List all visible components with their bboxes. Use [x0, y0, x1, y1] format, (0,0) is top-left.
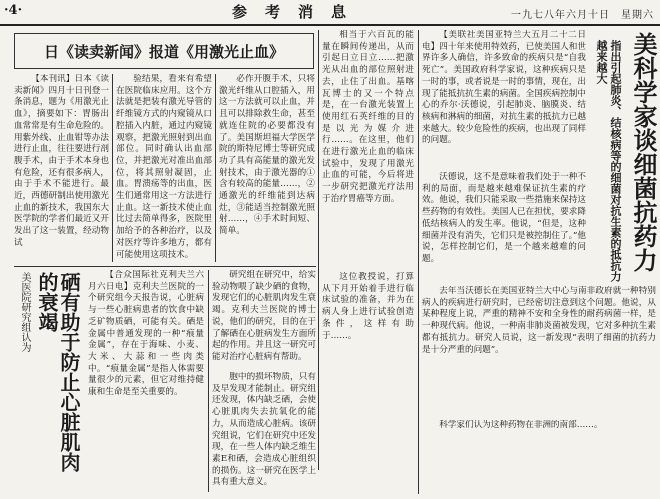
- article-selenium-headline: 硒有助于防止心脏肌肉的衰竭: [35, 272, 81, 472]
- column-rule: [112, 74, 113, 262]
- page-header: [0, 0, 660, 26]
- article-selenium-column-4: 这位教授说，打算从下月开始着手进行临床试验的准备，并为在病人身上进行试验创造条件，这样有助于……。: [322, 272, 414, 341]
- article-laser-column-2: 验结果，看来有希望在医院临床应用。这个方法就是把装有激光导管的纤维镜方式的内窥镜从口腔插入内脏，通过内窥镜观察，把激光照射到出血部位。同时确认出血部位，并把激光对准出血部位，将其照射凝固，止血。胃溃疡等的出血，医生们通常用这一方法进行止血。这一新技术使止血比过去简单得多，医院里加给予的各种治疗，以及对医疗等许多地方，都有可能使用这项技术。: [116, 74, 212, 260]
- article-bacteria-column-1: 【美联社美国亚特兰大五月二十二日电】四十年来使用特效药，已使美国人和世界许多人确信，许多致命的疾病只是“自我死亡”。美国政府科学家说，这种疾病只是一时的事，或者说是一时的事情，现在，出现了能抵抗抗生素的病菌。全国疾病控制中心的乔尔·沃德说，引起肺炎、脑膜炎、结核病和淋病的细菌，对抗生素的抵抗力已越来越大。较少危险性的疾病，也出现了同样的问题。: [422, 30, 586, 146]
- article-selenium-source: 美医院研究组认为: [19, 272, 30, 352]
- article-laser-column-1: 【本刊讯】日本《读卖新闻》四月十日刊登一条消息，题为《用激光止血》，摘要如下：胃肠出血常常是有生命危险的。用紫外线、止血钳等办法进行止血，往往要进行剖腹手术，由于手术本身也有危险，还有很多病人，由于手术不能进行。最近，西德研制出使用激光止血的新技术，我国东大医学院的学者们最近又开发出了这一装置，经动物试: [14, 74, 109, 248]
- column-rule: [318, 30, 319, 470]
- article-bacteria-subtitle: 指出引起肺炎、结核病等的细菌对抗生素的抵抗力越来越大: [595, 40, 622, 282]
- article-bacteria-column-2: 沃德说，这不是意味着我们处于一种不利的局面，而是越来越难保证抗生素的疗效。他说，我们只能采取一些措施来保持这些药物的有效性。美国人已在担忧，要求降低结核病人的发生率。他说，“但是，这种细菌并没有消失，它们只是被控制住了。”他说，怎样控制它们，是一个越来越难的问题。: [422, 172, 586, 264]
- article-bacteria-column-4: 科学家们认为这种药物在非洲的南部……。: [439, 420, 603, 430]
- article-laser-column-4: 相当于六百瓦的能量在瞬间传递出，从而引起日立日立……把激光从出血的部位照射进去，止住了出血。基喀瓦博士的又一个特点是，在一台激光装置上使用红石英纤维的目的是以光为媒介进行……。在这里，他们在进行激光止血的临床试验中，发现了用激光止血的可能，今后将进一步研究把激光疗法用于治疗胃癌等方面。: [322, 30, 414, 204]
- page-number: ·4·: [4, 3, 23, 18]
- column-rule: [208, 270, 209, 492]
- article-headline-laser: 日《读卖新闻》报道《用激光止血》: [14, 33, 314, 69]
- article-selenium-column-2: 研究组在研究中，给实验动物喂了缺少硒的食物，发现它们的心脏肌肉发生衰竭。克利夫兰医院的博士说，他们的研究，目的在于了解硒在心脏病发生方面所起的作用。并且这一研究可能对治疗心脏病有帮助。: [212, 270, 316, 362]
- column-rule: [215, 74, 216, 262]
- column-rule: [418, 30, 419, 494]
- article-selenium-column-3: 胞中的损坏物质，只有及早发现才能制止。研究组还发现，体内缺乏硒，会使心脏肌肉失去抗氧化的能力，从而造成心脏病。该研究组说，它们在研究中还发现，在一些人体内缺乏维生素E和硒，会造成心脏组织的损伤。这一研究在医学上具有重大意义。: [212, 372, 316, 488]
- article-laser-column-3: 必作开腹手术，只将激光纤维从口腔插入，用这一方法就可以止血，并且可以排除救生命，甚至就连住院的必要都没有了。美国斯坦福大学医学院的斯特尼博士等研究成功了具有高能量的激光发射技术，由于激光器的①含有较高的能量……，②通激光的纤维能到达病灶，③能适当控制激光照射……，④手术时间短、简单。: [219, 74, 315, 237]
- newspaper-title: 参考消息: [232, 3, 365, 21]
- issue-date: 一九七八年六月十日 星期六: [511, 10, 654, 21]
- article-bacteria-headline: 美科学家谈细菌抗药力: [629, 32, 657, 272]
- article-bacteria-column-3: 去年当沃德长在美国亚特兰大中心与南非政府就一种特别病人的疾病进行研究时，已经密切注意到这个问题。他说，从某种程度上说，严重的精神不安和全身性的耐药病菌一样，是一种现代病。他说，一种南非肺炎菌被发现，它对多种抗生素都有抵抗力。研究人员说，这一新发现“表明了细菌的抗药力是十分严重的问题”。: [422, 286, 656, 355]
- section-rule: [14, 266, 316, 267]
- article-selenium-column-1: 【合众国际社克利夫兰六月六日电】克利夫兰医院的一个研究组今天报告说，心脏病与一些心脏病患者的饮食中缺乏矿物质硒，可能有关。硒是金属中普通发现的一种“痕量金属”，存在于海味、小麦、大米、大蒜和一些肉类中。“痕量金属”是指人体需要量很少的元素，但它对维持健康和生命是至关重要的。: [88, 270, 204, 398]
